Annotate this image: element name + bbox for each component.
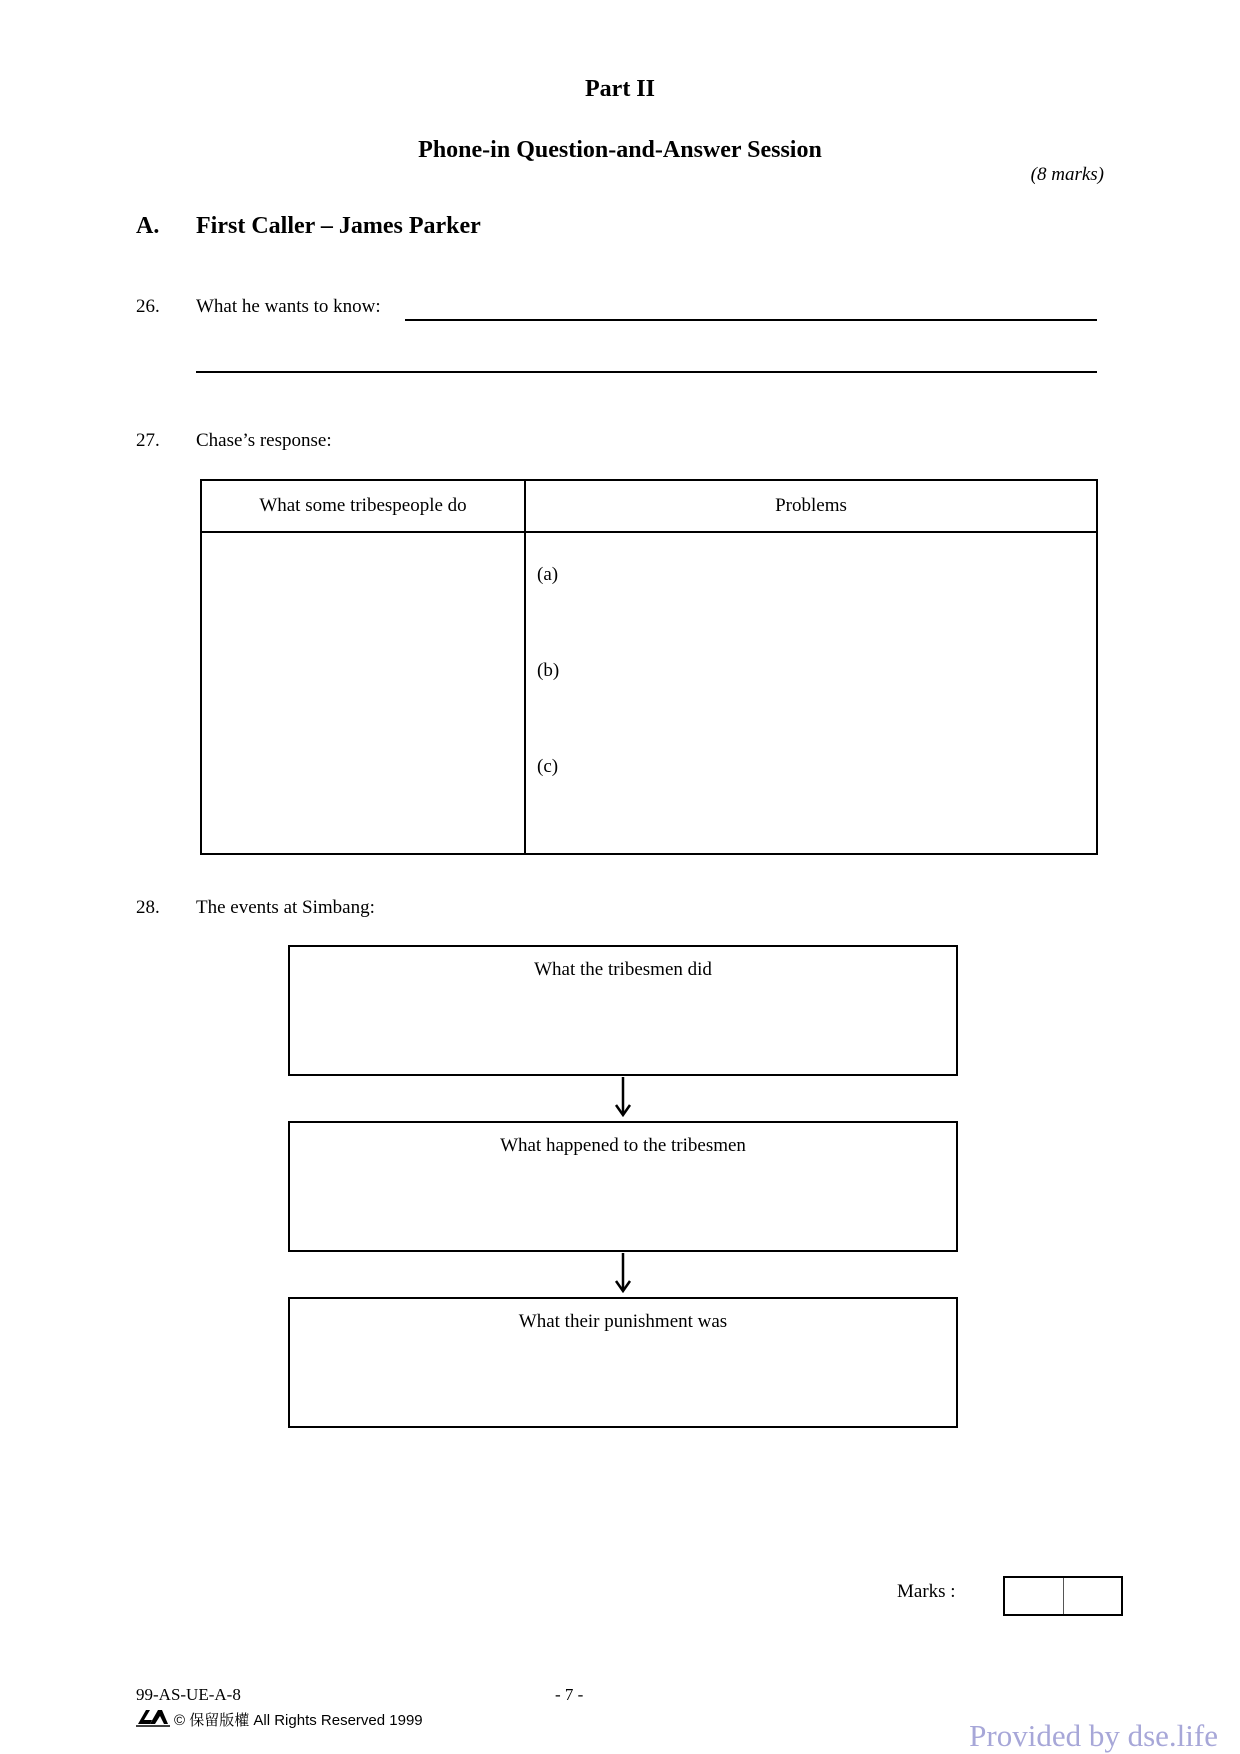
section-letter: A. xyxy=(136,213,160,239)
problem-item-c[interactable]: (c) xyxy=(537,756,559,777)
flow-box-punishment[interactable]: What their punishment was xyxy=(288,1297,958,1428)
page-number: - 7 - xyxy=(555,1685,584,1704)
down-arrow-icon xyxy=(613,1253,633,1293)
problems-cell xyxy=(525,532,1097,854)
problem-item-a[interactable]: (a) xyxy=(537,564,559,585)
hkeaa-logo-icon xyxy=(136,1707,170,1727)
header-tribespeople: What some tribespeople do xyxy=(201,480,525,532)
problem-item-b[interactable]: (b) xyxy=(537,660,560,681)
session-title: Phone-in Question-and-Answer Session xyxy=(418,137,822,163)
flow-box-tribesmen-did[interactable]: What the tribesmen did xyxy=(288,945,958,1076)
down-arrow-icon xyxy=(613,1077,633,1117)
response-table-body-row xyxy=(201,532,1097,854)
q26-number: 26. xyxy=(136,296,160,317)
section-title: First Caller – James Parker xyxy=(196,213,481,239)
paper-code: 99-AS-UE-A-8 xyxy=(136,1685,241,1704)
q28-prompt: The events at Simbang: xyxy=(196,897,375,918)
q26-prompt: What he wants to know: xyxy=(196,296,381,317)
q27-prompt: Chase’s response: xyxy=(196,430,332,451)
tribespeople-answer-cell[interactable] xyxy=(201,532,525,854)
q26-answer-line-2[interactable] xyxy=(196,371,1097,373)
q28-number: 28. xyxy=(136,897,160,918)
marks-box-divider xyxy=(1063,1578,1064,1614)
marks-label: Marks : xyxy=(897,1581,956,1602)
response-table xyxy=(200,479,1098,855)
part-title: Part II xyxy=(585,76,655,102)
q27-number: 27. xyxy=(136,430,160,451)
q26-answer-line-1[interactable] xyxy=(405,319,1097,321)
marks-note: (8 marks) xyxy=(1030,164,1104,185)
flow-box-what-happened[interactable]: What happened to the tribesmen xyxy=(288,1121,958,1252)
response-table-header-row xyxy=(201,480,1097,532)
copyright-notice: © 保留版權 All Rights Reserved 1999 xyxy=(174,1712,423,1729)
header-problems: Problems xyxy=(525,480,1097,532)
watermark: Provided by dse.life xyxy=(969,1718,1218,1753)
